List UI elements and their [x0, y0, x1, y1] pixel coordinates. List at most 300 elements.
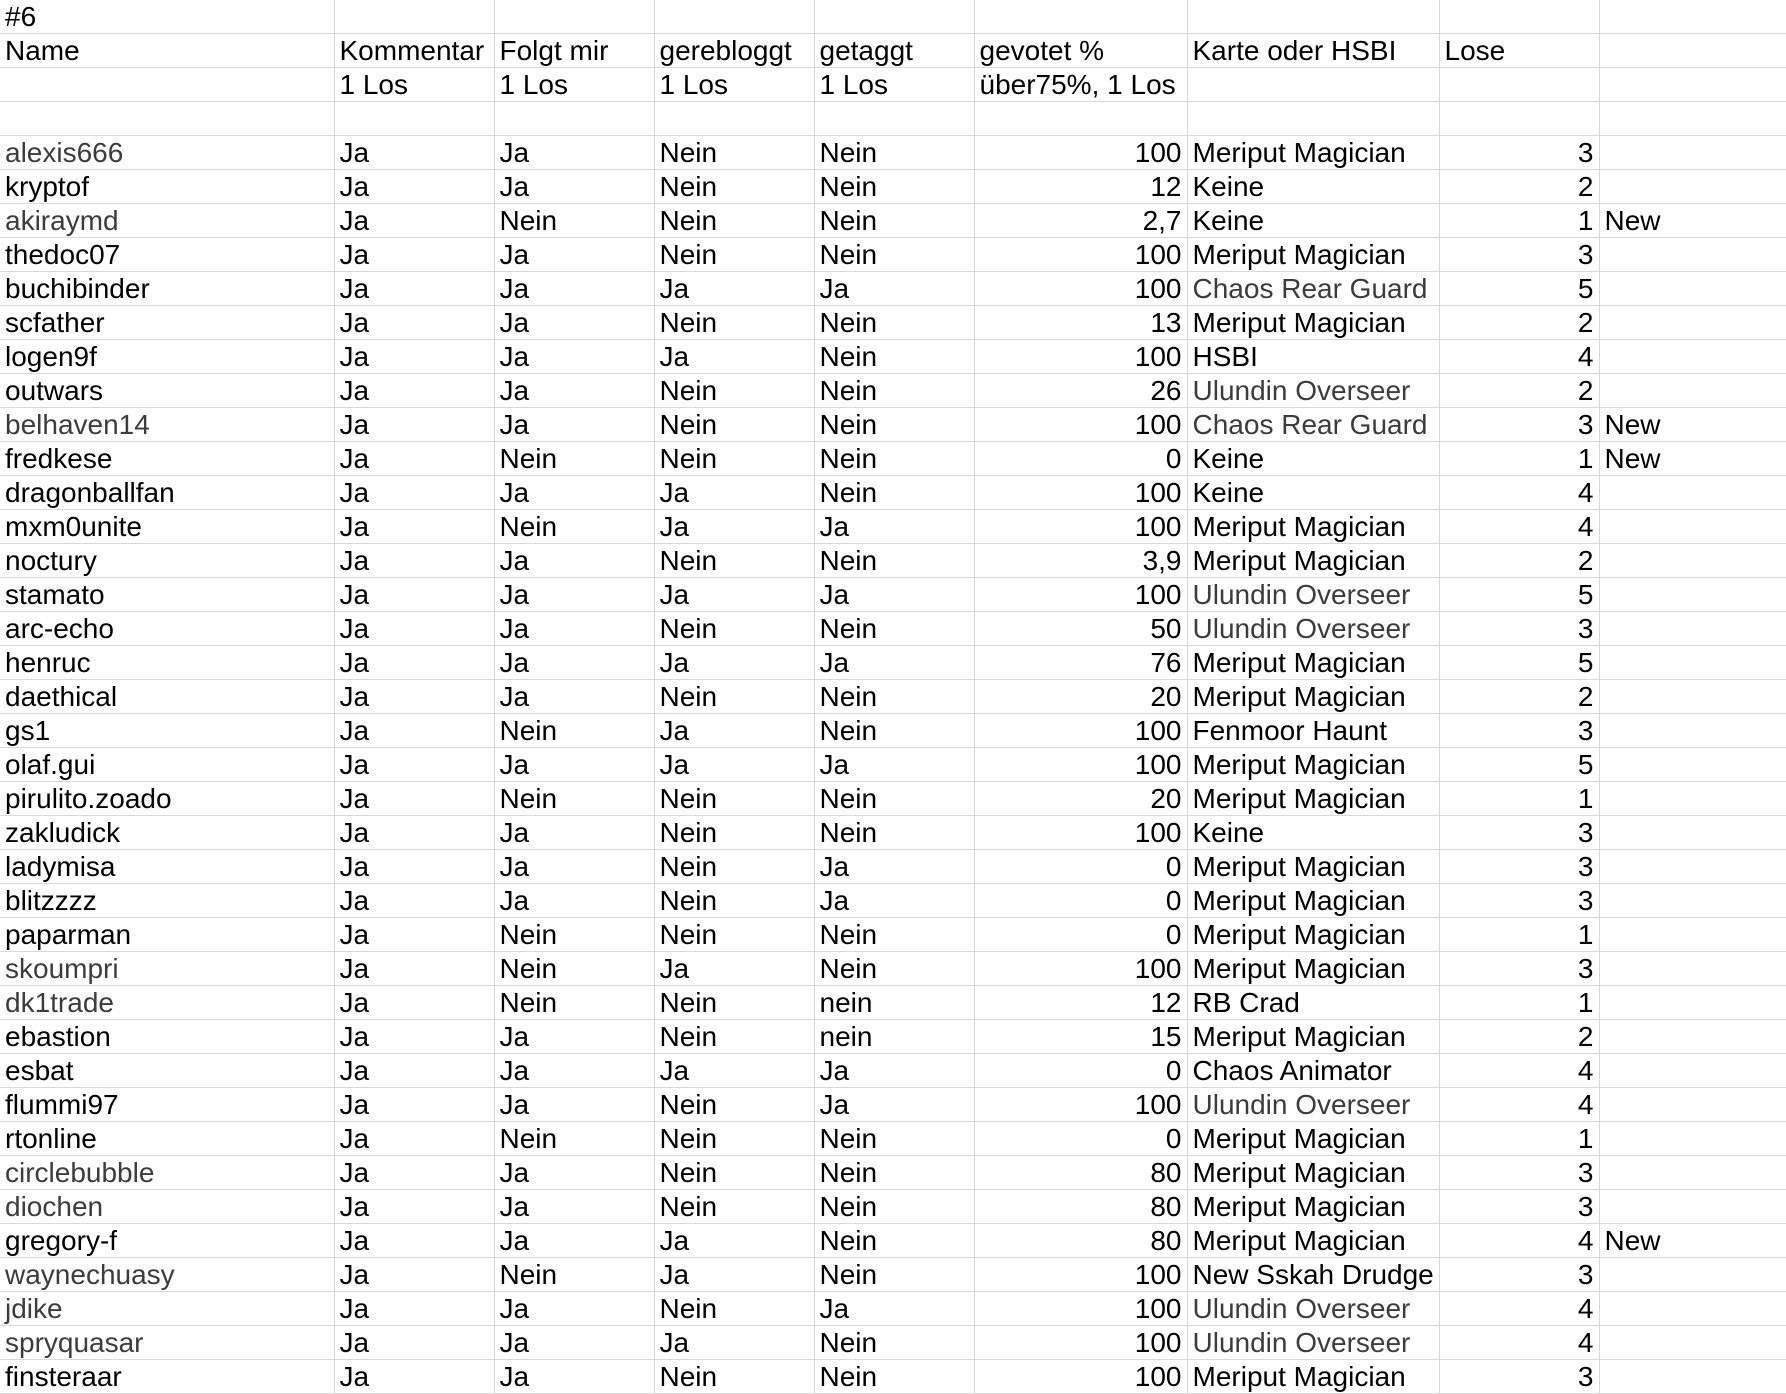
cell-gevotet[interactable]: 2,7	[974, 204, 1187, 238]
cell-gerebloggt[interactable]: Nein	[654, 816, 814, 850]
cell-lose[interactable]: 1	[1439, 1122, 1599, 1156]
cell-folgt-mir[interactable]: Ja	[494, 850, 654, 884]
cell-folgt-mir[interactable]: Nein	[494, 918, 654, 952]
cell-kommentar[interactable]: Ja	[334, 442, 494, 476]
cell-extra[interactable]	[1599, 1020, 1786, 1054]
cell-name[interactable]: dragonballfan	[0, 476, 334, 510]
cell-gevotet[interactable]: 100	[974, 340, 1187, 374]
cell-lose[interactable]: 3	[1439, 1190, 1599, 1224]
cell-folgt-mir[interactable]: Nein	[494, 1122, 654, 1156]
cell-name[interactable]: alexis666	[0, 136, 334, 170]
cell-gerebloggt[interactable]: Nein	[654, 1156, 814, 1190]
cell-gevotet[interactable]: 100	[974, 816, 1187, 850]
cell-gevotet[interactable]: 50	[974, 612, 1187, 646]
cell-karte[interactable]: Chaos Animator	[1187, 1054, 1439, 1088]
cell-extra[interactable]	[1599, 578, 1786, 612]
cell-folgt-mir[interactable]: Ja	[494, 408, 654, 442]
cell-gerebloggt[interactable]: Nein	[654, 1292, 814, 1326]
cell-extra[interactable]	[1599, 1054, 1786, 1088]
cell-karte[interactable]: Chaos Rear Guard	[1187, 408, 1439, 442]
cell-gerebloggt[interactable]: Nein	[654, 170, 814, 204]
cell-gevotet[interactable]: 100	[974, 578, 1187, 612]
cell-name[interactable]: flummi97	[0, 1088, 334, 1122]
cell-kommentar[interactable]: Ja	[334, 408, 494, 442]
cell-name[interactable]: pirulito.zoado	[0, 782, 334, 816]
cell-gevotet[interactable]: 100	[974, 238, 1187, 272]
cell-getaggt[interactable]: Ja	[814, 578, 974, 612]
cell-gevotet[interactable]: 0	[974, 850, 1187, 884]
title-cell[interactable]: #6	[0, 0, 334, 34]
cell-extra[interactable]	[1599, 510, 1786, 544]
cell-folgt-mir[interactable]: Ja	[494, 680, 654, 714]
cell-extra[interactable]	[1599, 476, 1786, 510]
cell-folgt-mir[interactable]: Ja	[494, 1326, 654, 1360]
cell-name[interactable]: circlebubble	[0, 1156, 334, 1190]
cell-name[interactable]: daethical	[0, 680, 334, 714]
cell-kommentar[interactable]: Ja	[334, 1224, 494, 1258]
cell-karte[interactable]: Keine	[1187, 476, 1439, 510]
cell-name[interactable]: ebastion	[0, 1020, 334, 1054]
cell-gevotet[interactable]: 12	[974, 170, 1187, 204]
cell-gerebloggt[interactable]: Nein	[654, 1020, 814, 1054]
cell-getaggt[interactable]: Ja	[814, 272, 974, 306]
cell-folgt-mir[interactable]: Ja	[494, 1292, 654, 1326]
cell-gevotet[interactable]: 80	[974, 1156, 1187, 1190]
cell-gevotet[interactable]: 100	[974, 748, 1187, 782]
cell-name[interactable]: esbat	[0, 1054, 334, 1088]
cell-folgt-mir[interactable]: Ja	[494, 1054, 654, 1088]
cell-name[interactable]: olaf.gui	[0, 748, 334, 782]
header-cell-folgt-mir[interactable]: Folgt mir	[494, 34, 654, 68]
cell-lose[interactable]: 3	[1439, 850, 1599, 884]
cell-gerebloggt[interactable]: Nein	[654, 612, 814, 646]
cell-extra[interactable]	[1599, 1326, 1786, 1360]
cell-getaggt[interactable]: Nein	[814, 1360, 974, 1394]
cell-name[interactable]: jdike	[0, 1292, 334, 1326]
cell-kommentar[interactable]: Ja	[334, 1088, 494, 1122]
cell-name[interactable]: fredkese	[0, 442, 334, 476]
header-cell-karte[interactable]: Karte oder HSBI	[1187, 34, 1439, 68]
subheader-cell[interactable]	[1599, 68, 1786, 102]
subheader-cell[interactable]	[0, 68, 334, 102]
cell-extra[interactable]	[1599, 1258, 1786, 1292]
cell-getaggt[interactable]: Nein	[814, 918, 974, 952]
cell-karte[interactable]: Meriput Magician	[1187, 136, 1439, 170]
cell-folgt-mir[interactable]: Ja	[494, 612, 654, 646]
cell-folgt-mir[interactable]: Ja	[494, 306, 654, 340]
cell-gevotet[interactable]: 80	[974, 1224, 1187, 1258]
cell-kommentar[interactable]: Ja	[334, 1122, 494, 1156]
cell-folgt-mir[interactable]: Ja	[494, 136, 654, 170]
cell-lose[interactable]: 4	[1439, 1224, 1599, 1258]
cell-kommentar[interactable]: Ja	[334, 884, 494, 918]
cell-getaggt[interactable]: Nein	[814, 952, 974, 986]
cell-name[interactable]: arc-echo	[0, 612, 334, 646]
cell-name[interactable]: spryquasar	[0, 1326, 334, 1360]
cell-gerebloggt[interactable]: Ja	[654, 510, 814, 544]
cell-kommentar[interactable]: Ja	[334, 340, 494, 374]
subheader-cell[interactable]: 1 Los	[654, 68, 814, 102]
cell-karte[interactable]: Meriput Magician	[1187, 1020, 1439, 1054]
cell-gevotet[interactable]: 100	[974, 1088, 1187, 1122]
cell-gevotet[interactable]: 26	[974, 374, 1187, 408]
cell-name[interactable]: waynechuasy	[0, 1258, 334, 1292]
cell-lose[interactable]: 1	[1439, 986, 1599, 1020]
cell-karte[interactable]: Ulundin Overseer	[1187, 1088, 1439, 1122]
header-cell-name[interactable]: Name	[0, 34, 334, 68]
cell-karte[interactable]: Ulundin Overseer	[1187, 374, 1439, 408]
cell-name[interactable]: scfather	[0, 306, 334, 340]
cell-gevotet[interactable]: 15	[974, 1020, 1187, 1054]
cell-gerebloggt[interactable]: Ja	[654, 1326, 814, 1360]
cell-name[interactable]: blitzzzz	[0, 884, 334, 918]
cell-extra[interactable]	[1599, 1360, 1786, 1394]
cell-kommentar[interactable]: Ja	[334, 1054, 494, 1088]
cell-getaggt[interactable]: Ja	[814, 884, 974, 918]
cell-getaggt[interactable]: nein	[814, 1020, 974, 1054]
cell-folgt-mir[interactable]: Ja	[494, 544, 654, 578]
cell-name[interactable]: buchibinder	[0, 272, 334, 306]
cell-getaggt[interactable]: Ja	[814, 510, 974, 544]
cell-gevotet[interactable]: 100	[974, 408, 1187, 442]
cell-gevotet[interactable]: 3,9	[974, 544, 1187, 578]
cell-kommentar[interactable]: Ja	[334, 1258, 494, 1292]
cell-gerebloggt[interactable]: Nein	[654, 782, 814, 816]
cell-extra[interactable]	[1599, 238, 1786, 272]
cell-getaggt[interactable]: Ja	[814, 748, 974, 782]
cell-extra[interactable]	[1599, 782, 1786, 816]
cell-name[interactable]: noctury	[0, 544, 334, 578]
cell-lose[interactable]: 5	[1439, 272, 1599, 306]
cell-getaggt[interactable]: Nein	[814, 1156, 974, 1190]
cell-lose[interactable]: 5	[1439, 748, 1599, 782]
cell-kommentar[interactable]: Ja	[334, 306, 494, 340]
cell-extra[interactable]	[1599, 170, 1786, 204]
cell-folgt-mir[interactable]: Ja	[494, 884, 654, 918]
cell-lose[interactable]: 3	[1439, 1156, 1599, 1190]
cell-getaggt[interactable]: nein	[814, 986, 974, 1020]
subheader-cell[interactable]: 1 Los	[814, 68, 974, 102]
cell-gerebloggt[interactable]: Ja	[654, 646, 814, 680]
cell-lose[interactable]: 3	[1439, 1258, 1599, 1292]
cell-gerebloggt[interactable]: Nein	[654, 1088, 814, 1122]
cell-extra[interactable]	[1599, 136, 1786, 170]
cell-name[interactable]: gs1	[0, 714, 334, 748]
cell-name[interactable]: finsteraar	[0, 1360, 334, 1394]
cell-karte[interactable]: Meriput Magician	[1187, 306, 1439, 340]
cell-folgt-mir[interactable]: Ja	[494, 272, 654, 306]
cell-lose[interactable]: 2	[1439, 170, 1599, 204]
cell-extra[interactable]	[1599, 680, 1786, 714]
cell-gerebloggt[interactable]: Ja	[654, 952, 814, 986]
cell-lose[interactable]: 4	[1439, 1326, 1599, 1360]
cell-lose[interactable]: 3	[1439, 1360, 1599, 1394]
cell-lose[interactable]: 2	[1439, 544, 1599, 578]
cell-gevotet[interactable]: 0	[974, 1122, 1187, 1156]
cell-lose[interactable]: 4	[1439, 1054, 1599, 1088]
cell-getaggt[interactable]: Nein	[814, 408, 974, 442]
cell-lose[interactable]: 3	[1439, 238, 1599, 272]
cell-lose[interactable]: 3	[1439, 612, 1599, 646]
cell-getaggt[interactable]: Nein	[814, 680, 974, 714]
cell-kommentar[interactable]: Ja	[334, 272, 494, 306]
cell-gevotet[interactable]: 100	[974, 714, 1187, 748]
cell-folgt-mir[interactable]: Ja	[494, 1156, 654, 1190]
cell-lose[interactable]: 2	[1439, 306, 1599, 340]
cell-getaggt[interactable]: Ja	[814, 1292, 974, 1326]
cell-gerebloggt[interactable]: Nein	[654, 238, 814, 272]
cell-kommentar[interactable]: Ja	[334, 748, 494, 782]
cell-gevotet[interactable]: 100	[974, 1292, 1187, 1326]
cell-karte[interactable]: Meriput Magician	[1187, 918, 1439, 952]
cell-extra[interactable]	[1599, 306, 1786, 340]
cell-extra[interactable]	[1599, 816, 1786, 850]
cell-kommentar[interactable]: Ja	[334, 510, 494, 544]
cell-gerebloggt[interactable]: Nein	[654, 918, 814, 952]
cell-karte[interactable]: Meriput Magician	[1187, 1190, 1439, 1224]
cell-kommentar[interactable]: Ja	[334, 170, 494, 204]
subheader-cell[interactable]: über75%, 1 Los	[974, 68, 1187, 102]
cell-getaggt[interactable]: Nein	[814, 136, 974, 170]
cell-extra[interactable]	[1599, 918, 1786, 952]
cell-getaggt[interactable]: Nein	[814, 170, 974, 204]
cell-name[interactable]: mxm0unite	[0, 510, 334, 544]
cell-gevotet[interactable]: 76	[974, 646, 1187, 680]
cell-folgt-mir[interactable]: Ja	[494, 1360, 654, 1394]
cell-extra[interactable]	[1599, 374, 1786, 408]
cell-karte[interactable]: Meriput Magician	[1187, 1224, 1439, 1258]
cell-name[interactable]: dk1trade	[0, 986, 334, 1020]
cell-gevotet[interactable]: 100	[974, 1326, 1187, 1360]
cell-gevotet[interactable]: 20	[974, 782, 1187, 816]
cell-name[interactable]: diochen	[0, 1190, 334, 1224]
header-cell-lose[interactable]: Lose	[1439, 34, 1599, 68]
cell-extra[interactable]: New	[1599, 1224, 1786, 1258]
cell-karte[interactable]: Meriput Magician	[1187, 238, 1439, 272]
header-cell-gerebloggt[interactable]: gerebloggt	[654, 34, 814, 68]
subheader-cell[interactable]: 1 Los	[494, 68, 654, 102]
cell-gevotet[interactable]: 0	[974, 884, 1187, 918]
cell-folgt-mir[interactable]: Ja	[494, 238, 654, 272]
cell-lose[interactable]: 5	[1439, 578, 1599, 612]
cell-gevotet[interactable]: 0	[974, 442, 1187, 476]
cell-extra[interactable]	[1599, 1190, 1786, 1224]
cell-gevotet[interactable]: 100	[974, 476, 1187, 510]
cell-lose[interactable]: 1	[1439, 918, 1599, 952]
subheader-cell[interactable]	[1187, 68, 1439, 102]
cell-folgt-mir[interactable]: Ja	[494, 1190, 654, 1224]
cell-extra[interactable]	[1599, 714, 1786, 748]
cell-kommentar[interactable]: Ja	[334, 1292, 494, 1326]
cell-extra[interactable]	[1599, 748, 1786, 782]
cell-name[interactable]: outwars	[0, 374, 334, 408]
cell-karte[interactable]: RB Crad	[1187, 986, 1439, 1020]
cell-lose[interactable]: 3	[1439, 408, 1599, 442]
cell-lose[interactable]: 2	[1439, 1020, 1599, 1054]
cell-gerebloggt[interactable]: Ja	[654, 748, 814, 782]
cell-folgt-mir[interactable]: Nein	[494, 442, 654, 476]
cell-folgt-mir[interactable]: Nein	[494, 952, 654, 986]
cell-kommentar[interactable]: Ja	[334, 816, 494, 850]
cell-getaggt[interactable]: Nein	[814, 782, 974, 816]
cell-gevotet[interactable]: 13	[974, 306, 1187, 340]
cell-kommentar[interactable]: Ja	[334, 204, 494, 238]
cell-lose[interactable]: 3	[1439, 816, 1599, 850]
cell-kommentar[interactable]: Ja	[334, 1020, 494, 1054]
cell-kommentar[interactable]: Ja	[334, 952, 494, 986]
cell-name[interactable]: stamato	[0, 578, 334, 612]
cell-gerebloggt[interactable]: Nein	[654, 1190, 814, 1224]
cell-karte[interactable]: Ulundin Overseer	[1187, 1326, 1439, 1360]
cell-lose[interactable]: 1	[1439, 782, 1599, 816]
cell-karte[interactable]: Meriput Magician	[1187, 680, 1439, 714]
cell-gerebloggt[interactable]: Nein	[654, 1360, 814, 1394]
cell-folgt-mir[interactable]: Ja	[494, 578, 654, 612]
cell-extra[interactable]	[1599, 646, 1786, 680]
cell-getaggt[interactable]: Ja	[814, 850, 974, 884]
header-cell-kommentar[interactable]: Kommentar	[334, 34, 494, 68]
cell-gerebloggt[interactable]: Nein	[654, 850, 814, 884]
cell-lose[interactable]: 4	[1439, 1088, 1599, 1122]
cell-lose[interactable]: 5	[1439, 646, 1599, 680]
cell-gevotet[interactable]: 80	[974, 1190, 1187, 1224]
cell-folgt-mir[interactable]: Ja	[494, 748, 654, 782]
cell-folgt-mir[interactable]: Nein	[494, 510, 654, 544]
cell-folgt-mir[interactable]: Ja	[494, 816, 654, 850]
cell-getaggt[interactable]: Nein	[814, 204, 974, 238]
cell-kommentar[interactable]: Ja	[334, 986, 494, 1020]
cell-folgt-mir[interactable]: Nein	[494, 714, 654, 748]
cell-gerebloggt[interactable]: Ja	[654, 1258, 814, 1292]
header-cell-getaggt[interactable]: getaggt	[814, 34, 974, 68]
cell-karte[interactable]: Meriput Magician	[1187, 1360, 1439, 1394]
cell-karte[interactable]: Meriput Magician	[1187, 850, 1439, 884]
cell-name[interactable]: zakludick	[0, 816, 334, 850]
cell-karte[interactable]: Meriput Magician	[1187, 884, 1439, 918]
cell-name[interactable]: skoumpri	[0, 952, 334, 986]
cell-name[interactable]: akiraymd	[0, 204, 334, 238]
cell-lose[interactable]: 4	[1439, 1292, 1599, 1326]
cell-gevotet[interactable]: 100	[974, 952, 1187, 986]
cell-gevotet[interactable]: 0	[974, 918, 1187, 952]
cell-gerebloggt[interactable]: Ja	[654, 476, 814, 510]
cell-gevotet[interactable]: 100	[974, 136, 1187, 170]
cell-name[interactable]: belhaven14	[0, 408, 334, 442]
cell-extra[interactable]	[1599, 986, 1786, 1020]
cell-getaggt[interactable]: Ja	[814, 1054, 974, 1088]
cell-gerebloggt[interactable]: Ja	[654, 340, 814, 374]
cell-getaggt[interactable]: Nein	[814, 476, 974, 510]
cell-getaggt[interactable]: Nein	[814, 442, 974, 476]
cell-name[interactable]: kryptof	[0, 170, 334, 204]
cell-getaggt[interactable]: Nein	[814, 1258, 974, 1292]
cell-name[interactable]: ladymisa	[0, 850, 334, 884]
cell-karte[interactable]: Meriput Magician	[1187, 748, 1439, 782]
cell-getaggt[interactable]: Nein	[814, 816, 974, 850]
cell-karte[interactable]: Keine	[1187, 816, 1439, 850]
cell-name[interactable]: logen9f	[0, 340, 334, 374]
header-cell-gevotet[interactable]: gevotet %	[974, 34, 1187, 68]
cell-folgt-mir[interactable]: Ja	[494, 374, 654, 408]
cell-gerebloggt[interactable]: Nein	[654, 204, 814, 238]
cell-gevotet[interactable]: 12	[974, 986, 1187, 1020]
cell-folgt-mir[interactable]: Ja	[494, 1088, 654, 1122]
cell-getaggt[interactable]: Nein	[814, 1122, 974, 1156]
cell-extra[interactable]: New	[1599, 408, 1786, 442]
cell-karte[interactable]: Meriput Magician	[1187, 646, 1439, 680]
cell-karte[interactable]: HSBI	[1187, 340, 1439, 374]
cell-extra[interactable]	[1599, 544, 1786, 578]
cell-kommentar[interactable]: Ja	[334, 238, 494, 272]
cell-folgt-mir[interactable]: Ja	[494, 476, 654, 510]
cell-extra[interactable]	[1599, 1156, 1786, 1190]
cell-gevotet[interactable]: 100	[974, 272, 1187, 306]
cell-kommentar[interactable]: Ja	[334, 714, 494, 748]
cell-kommentar[interactable]: Ja	[334, 1326, 494, 1360]
cell-folgt-mir[interactable]: Ja	[494, 1020, 654, 1054]
cell-gerebloggt[interactable]: Nein	[654, 1122, 814, 1156]
cell-extra[interactable]	[1599, 1088, 1786, 1122]
cell-kommentar[interactable]: Ja	[334, 374, 494, 408]
cell-gevotet[interactable]: 100	[974, 510, 1187, 544]
cell-extra[interactable]: New	[1599, 442, 1786, 476]
cell-karte[interactable]: Meriput Magician	[1187, 1156, 1439, 1190]
cell-extra[interactable]	[1599, 612, 1786, 646]
cell-kommentar[interactable]: Ja	[334, 918, 494, 952]
cell-folgt-mir[interactable]: Ja	[494, 340, 654, 374]
cell-gerebloggt[interactable]: Ja	[654, 1224, 814, 1258]
cell-kommentar[interactable]: Ja	[334, 612, 494, 646]
cell-folgt-mir[interactable]: Nein	[494, 204, 654, 238]
cell-getaggt[interactable]: Nein	[814, 306, 974, 340]
cell-folgt-mir[interactable]: Nein	[494, 782, 654, 816]
cell-karte[interactable]: Chaos Rear Guard	[1187, 272, 1439, 306]
cell-extra[interactable]: New	[1599, 204, 1786, 238]
cell-karte[interactable]: Keine	[1187, 170, 1439, 204]
cell-lose[interactable]: 4	[1439, 510, 1599, 544]
cell-kommentar[interactable]: Ja	[334, 680, 494, 714]
cell-kommentar[interactable]: Ja	[334, 1360, 494, 1394]
cell-extra[interactable]	[1599, 884, 1786, 918]
cell-extra[interactable]	[1599, 1292, 1786, 1326]
cell-gerebloggt[interactable]: Nein	[654, 680, 814, 714]
cell-extra[interactable]	[1599, 1122, 1786, 1156]
cell-getaggt[interactable]: Ja	[814, 1088, 974, 1122]
cell-extra[interactable]	[1599, 952, 1786, 986]
cell-lose[interactable]: 2	[1439, 680, 1599, 714]
cell-karte[interactable]: New Sskah Drudge	[1187, 1258, 1439, 1292]
cell-kommentar[interactable]: Ja	[334, 782, 494, 816]
cell-getaggt[interactable]: Nein	[814, 1224, 974, 1258]
cell-gerebloggt[interactable]: Nein	[654, 374, 814, 408]
cell-gerebloggt[interactable]: Nein	[654, 408, 814, 442]
cell-kommentar[interactable]: Ja	[334, 850, 494, 884]
cell-gevotet[interactable]: 100	[974, 1258, 1187, 1292]
cell-lose[interactable]: 3	[1439, 136, 1599, 170]
cell-lose[interactable]: 2	[1439, 374, 1599, 408]
header-cell-empty[interactable]	[1599, 34, 1786, 68]
cell-karte[interactable]: Keine	[1187, 442, 1439, 476]
cell-gevotet[interactable]: 0	[974, 1054, 1187, 1088]
cell-karte[interactable]: Meriput Magician	[1187, 544, 1439, 578]
cell-kommentar[interactable]: Ja	[334, 136, 494, 170]
cell-getaggt[interactable]: Nein	[814, 1326, 974, 1360]
cell-lose[interactable]: 3	[1439, 714, 1599, 748]
cell-kommentar[interactable]: Ja	[334, 578, 494, 612]
cell-extra[interactable]	[1599, 340, 1786, 374]
cell-gerebloggt[interactable]: Ja	[654, 272, 814, 306]
cell-folgt-mir[interactable]: Nein	[494, 1258, 654, 1292]
